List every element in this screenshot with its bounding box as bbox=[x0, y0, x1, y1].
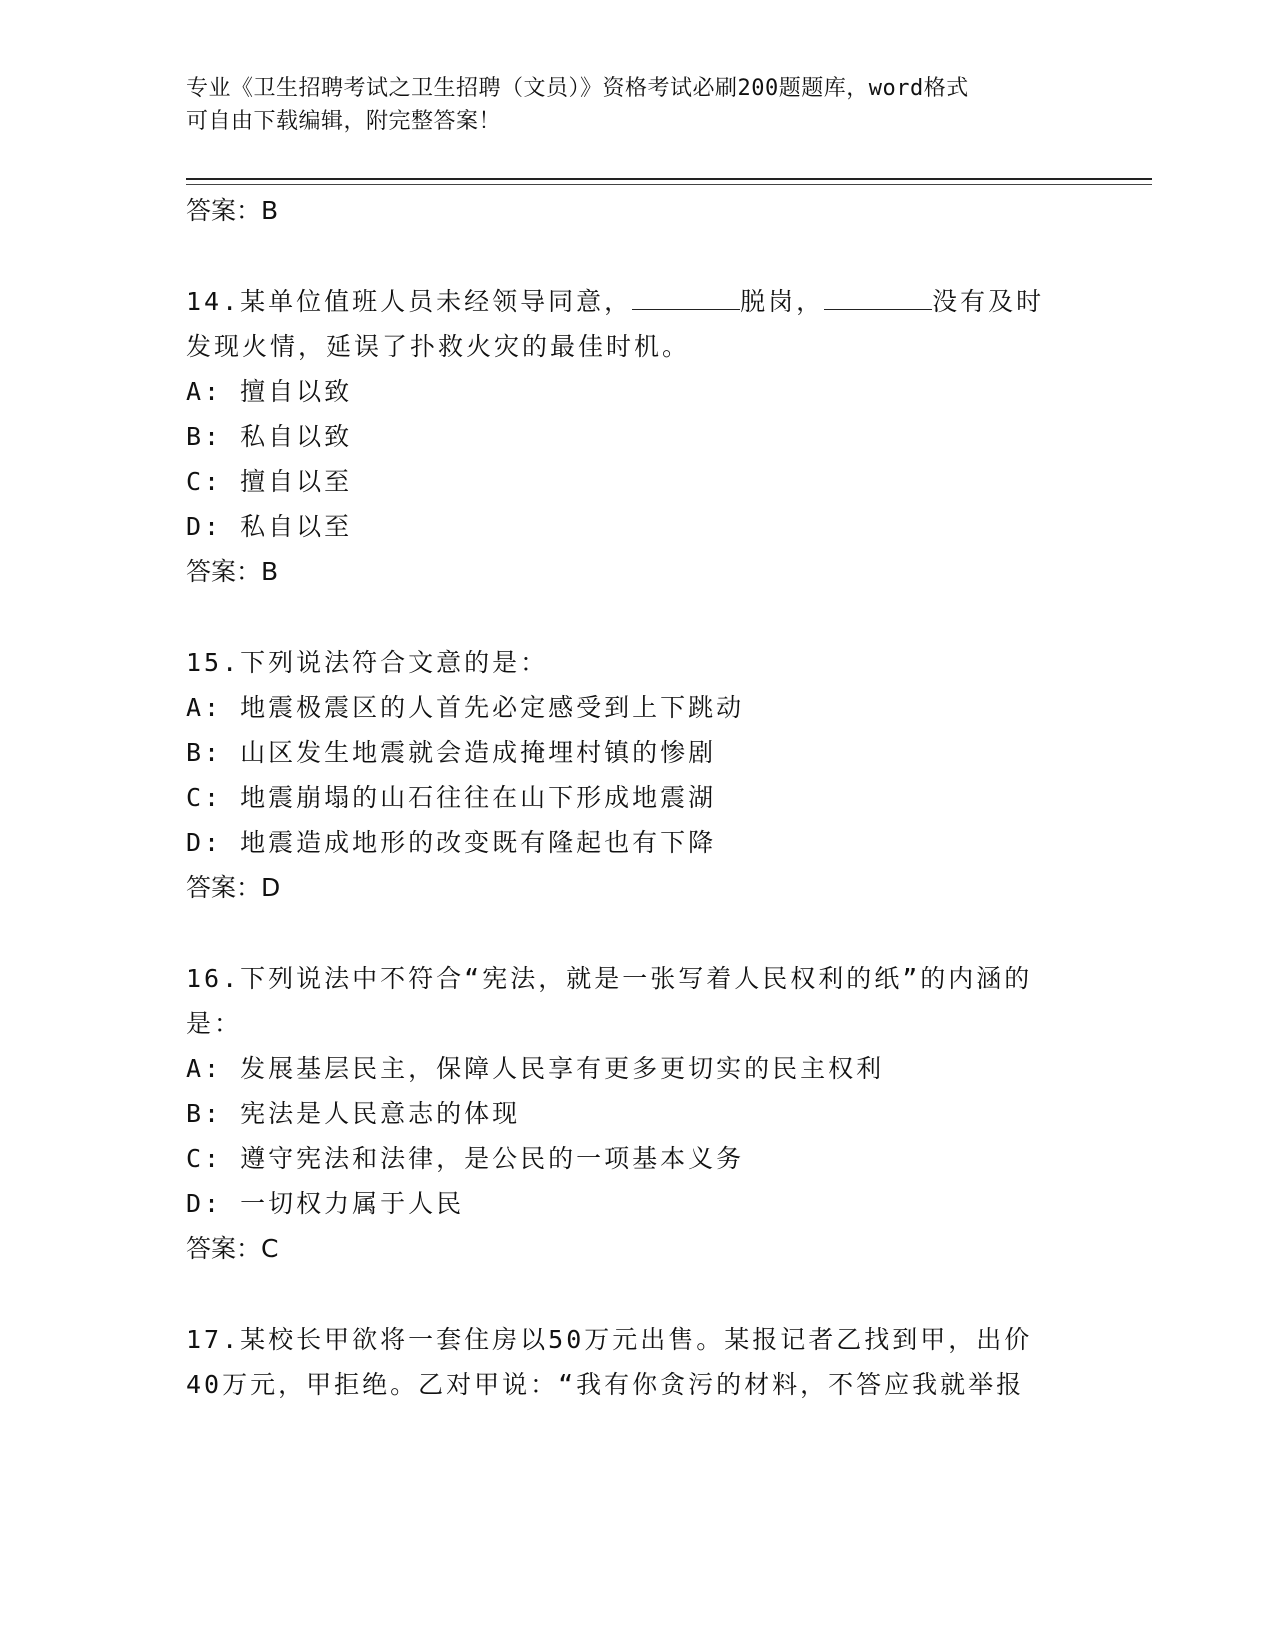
question-stem: 16.下列说法中不符合“宪法，就是一张写着人民权利的纸”的内涵的 bbox=[186, 964, 1033, 993]
answer-13: 答案：B bbox=[186, 196, 279, 225]
option-a: A: 发展基层民主，保障人民享有更多更切实的民主权利 bbox=[186, 1054, 885, 1083]
question-stem: 15.下列说法符合文意的是： bbox=[186, 648, 549, 677]
option-c: C: 擅自以至 bbox=[186, 467, 353, 496]
header-divider-thick bbox=[186, 178, 1152, 180]
option-b: B: 私自以致 bbox=[186, 422, 353, 451]
header-divider-thin bbox=[186, 184, 1152, 185]
question-17 bbox=[186, 1317, 1086, 1407]
option-d: D: 一切权力属于人民 bbox=[186, 1189, 465, 1218]
stem-text: 没有及时 bbox=[932, 287, 1045, 316]
question-stem-line-2: 发现火情，延误了扑救火灾的最佳时机。 bbox=[186, 332, 691, 361]
header-line-1: 专业《卫生招聘考试之卫生招聘（文员）》资格考试必刷200题题库，word格式 bbox=[186, 76, 969, 101]
page-header bbox=[186, 72, 1086, 138]
option-a: A: 擅自以致 bbox=[186, 377, 353, 406]
option-b: B: 山区发生地震就会造成掩埋村镇的惨剧 bbox=[186, 738, 717, 767]
document-body bbox=[186, 188, 1086, 1407]
fill-blank bbox=[632, 289, 740, 310]
stem-text: 14.某单位值班人员未经领导同意， bbox=[186, 287, 633, 316]
question-stem bbox=[186, 279, 1086, 324]
answer-16: 答案：C bbox=[186, 1234, 279, 1263]
option-b: B: 宪法是人民意志的体现 bbox=[186, 1099, 521, 1128]
question-15 bbox=[186, 640, 1086, 911]
option-d: D: 地震造成地形的改变既有隆起也有下降 bbox=[186, 828, 717, 857]
answer-14: 答案：B bbox=[186, 557, 279, 586]
fill-blank bbox=[824, 289, 932, 310]
question-stem: 17.某校长甲欲将一套住房以50万元出售。某报记者乙找到甲，出价 bbox=[186, 1325, 1033, 1354]
option-c: C: 地震崩塌的山石往往在山下形成地震湖 bbox=[186, 783, 717, 812]
option-c: C: 遵守宪法和法律，是公民的一项基本义务 bbox=[186, 1144, 745, 1173]
stem-text: 脱岗， bbox=[740, 287, 825, 316]
question-stem-line-2: 40万元，甲拒绝。乙对甲说：“我有你贪污的材料，不答应我就举报 bbox=[186, 1370, 1025, 1399]
question-stem-line-2: 是： bbox=[186, 1009, 243, 1038]
question-14 bbox=[186, 279, 1086, 595]
answer-15: 答案：D bbox=[186, 873, 281, 902]
question-16 bbox=[186, 956, 1086, 1272]
option-a: A: 地震极震区的人首先必定感受到上下跳动 bbox=[186, 693, 745, 722]
option-d: D: 私自以至 bbox=[186, 512, 353, 541]
header-line-2: 可自由下载编辑，附完整答案！ bbox=[186, 109, 502, 134]
